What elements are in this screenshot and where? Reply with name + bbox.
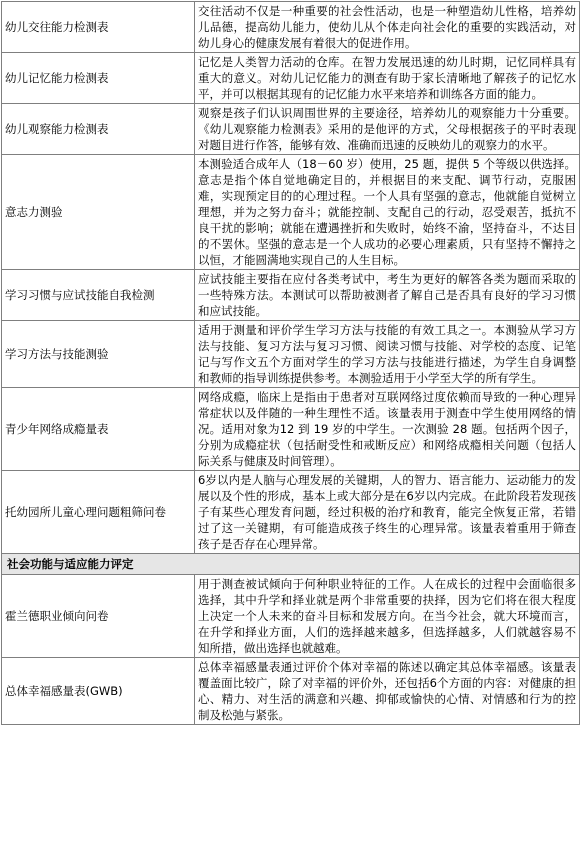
scale-name: 意志力测验 [2, 155, 195, 270]
table-row [2, 658, 580, 725]
scale-description: 网络成瘾，临床上是指由于患者对互联网络过度依赖而导致的一种心理异常症状以及伴随的一种生理性不适。该量表用于测查中学生使用网络的情况。适用对象为12 到 19 岁的中学生。一次测验 28 题。包括两个因子，分别为成瘾症状（包括耐受性和戒断反应）和网络成瘾相关问题（包括人际关系与健康及时间管理）。 [195, 388, 580, 471]
scale-name: 总体幸福感量表(GWB) [2, 658, 195, 725]
table-row [2, 2, 580, 53]
scale-description: 交往活动不仅是一种重要的社会性活动，也是一种塑造幼儿性格，培养幼儿品德，提高幼儿能力，使幼儿从个体走向社会化的重要的实践活动，对幼儿身心的健康发展有着很大的促进作用。 [195, 2, 580, 53]
table-row [2, 155, 580, 270]
scale-name: 幼儿记忆能力检测表 [2, 53, 195, 104]
section-title: 社会功能与适应能力评定 [2, 554, 580, 575]
scale-description: 应试技能主要指在应付各类考试中，考生为更好的解答各类为题而采取的一些特殊方法。本测试可以帮助被测者了解自己是否具有良好的学习习惯和应试技能。 [195, 270, 580, 321]
scale-description: 记忆是人类智力活动的仓库。在智力发展迅速的幼儿时期，记忆同样具有重大的意义。对幼儿记忆能力的测查有助于家长清晰地了解孩子的记忆水平，并可以根据其现有的记忆能力水平来培养和训练各方面的能力。 [195, 53, 580, 104]
scale-name: 学习方法与技能测验 [2, 321, 195, 388]
scale-name: 幼儿观察能力检测表 [2, 104, 195, 155]
table-row [2, 575, 580, 658]
scale-name: 幼儿交往能力检测表 [2, 2, 195, 53]
scale-name: 托幼园所儿童心理问题粗筛问卷 [2, 471, 195, 554]
table-row [2, 104, 580, 155]
scale-description: 用于测查被试倾向于何种职业特征的工作。人在成长的过程中会面临很多选择，其中升学和择业就是两个非常重要的抉择，因为它们将在很大程度上决定一个人未来的奋斗目标和发展方向。在当今社会，就大环境而言，在升学和择业方面，人们的选择越来越多，但选择越多，人们就越容易不知所措，做出选择也就越难。 [195, 575, 580, 658]
table-row [2, 321, 580, 388]
table-row [2, 53, 580, 104]
section-header-row [2, 554, 580, 575]
scale-description: 适用于测量和评价学生学习方法与技能的有效工具之一。本测验从学习方法与技能、复习方法与复习习惯、阅读习惯与技能、对学校的态度、记笔记与写作文五个方面对学生的学习方法与技能进行描述，为学生自身调整和教师的指导训练提供参考。本测验适用于小学至大学的所有学生。 [195, 321, 580, 388]
scale-description: 本测验适合成年人（18－60 岁）使用，25 题，提供 5 个等级以供选择。意志是指个体自觉地确定目的，并根据目的来支配、调节行动，克服困难，实现预定目的的心理过程。一个人具有坚强的意志，他就能自觉树立理想，并为之努力奋斗；就能控制、支配自己的行动，忍受艰苦，抵抗不良干扰的影响；就能在遭遇挫折和失败时，始终不渝，坚持奋斗，不达目的不罢休。坚强的意志是一个人成功的必要心理素质，只有坚持不懈持之以恒，才能圆满地实现自己的人生目标。 [195, 155, 580, 270]
scale-description: 总体幸福感量表通过评价个体对幸福的陈述以确定其总体幸福感。该量表覆盖面比较广，除了对幸福的评价外，还包括6个方面的内容：对健康的担心、精力、对生活的满意和兴趣、抑郁或愉快的心情、对情感和行为的控制及松弛与紧张。 [195, 658, 580, 725]
scale-name: 霍兰德职业倾向问卷 [2, 575, 195, 658]
assessment-table [1, 1, 580, 725]
table-row [2, 388, 580, 471]
table-row [2, 270, 580, 321]
table-row [2, 471, 580, 554]
scale-description: 观察是孩子们认识周围世界的主要途径，培养幼儿的观察能力十分重要。《幼儿观察能力检测表》采用的是他评的方式，父母根据孩子的平时表现对题目进行作答，能够有效、准确而迅速的反映幼儿的观察力的水平。 [195, 104, 580, 155]
scale-description: 6岁以内是人脑与心理发展的关键期，人的智力、语言能力、运动能力的发展以及个性的形成，基本上或大部分是在6岁以内完成。在此阶段若发现孩子有某些心理发育问题，经过积极的治疗和教育，能完全恢复正常，若错过了这一关键期，有可能造成孩子终生的心理异常。该量表着重用于筛查孩子是否存在心理异常。 [195, 471, 580, 554]
scale-name: 青少年网络成瘾量表 [2, 388, 195, 471]
scale-name: 学习习惯与应试技能自我检测 [2, 270, 195, 321]
